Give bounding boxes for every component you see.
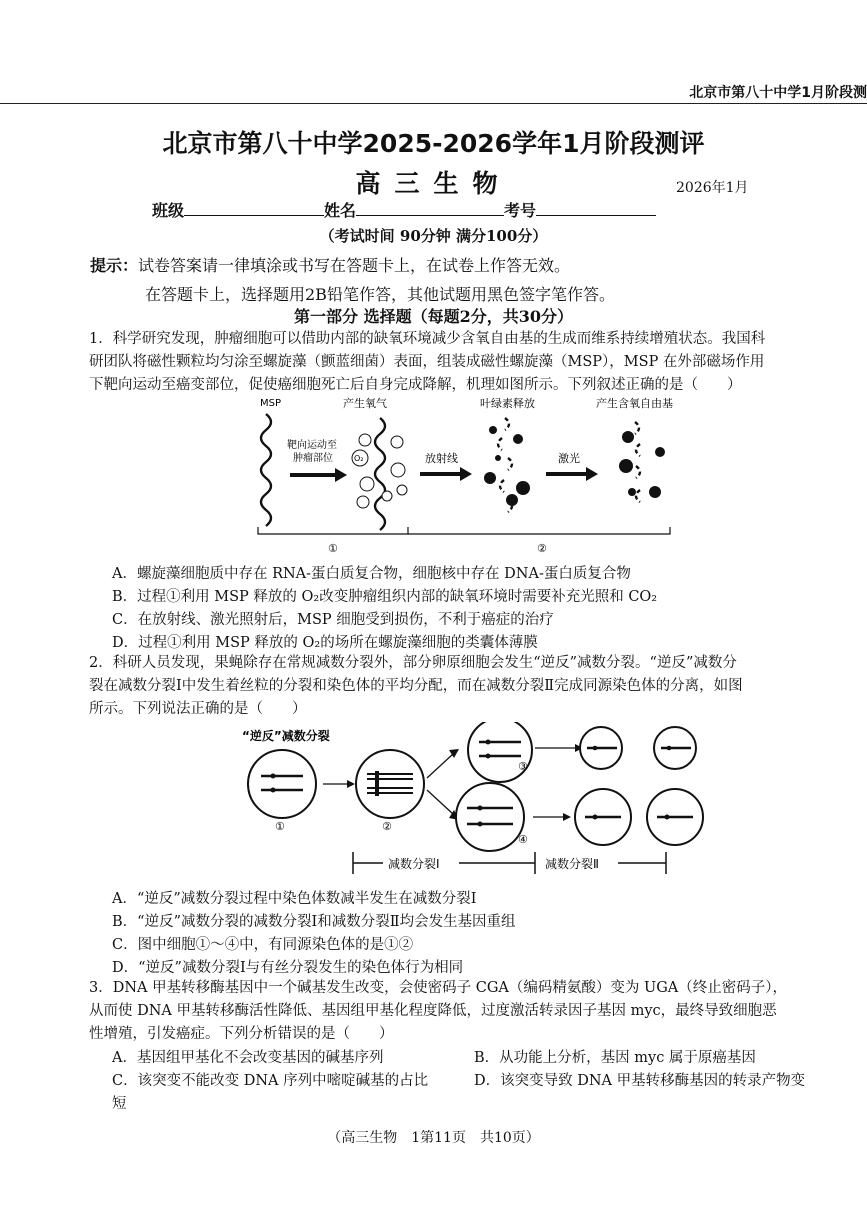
- arrow3-label: 激光: [558, 452, 580, 465]
- cell-4-label: ④: [518, 833, 528, 846]
- target-arrow: [290, 468, 347, 482]
- q2-stem-line: 2．科研人员发现，果蝇除存在常规减数分裂外，部分卵原细胞会发生“逆反”减数分裂。“逆反”减数分: [89, 655, 737, 671]
- exam-time: （考试时间 90分钟 满分100分）: [319, 227, 548, 245]
- o2-text: O₂: [354, 454, 364, 463]
- meiosis1-label: 减数分裂Ⅰ: [388, 857, 440, 871]
- exam-no-blank[interactable]: [536, 201, 656, 216]
- q2-stem: [89, 652, 743, 721]
- q3-option-a[interactable]: A．基因组甲基化不会改变基因的碱基序列: [112, 1050, 384, 1066]
- tip-text-1: 试卷答案请一律填涂或书写在答题卡上，在试卷上作答无效。: [138, 256, 571, 275]
- cell-2: [356, 750, 424, 818]
- q1-stem-line: 研团队将磁性颗粒均匀涂至螺旋藻（颤蓝细菌）表面，组装成磁性螺旋藻（MSP），MSP 在外部磁场作用: [89, 354, 765, 370]
- cell-2-label: ②: [382, 820, 392, 833]
- cell-3-label: ③: [518, 760, 528, 773]
- cell-1: [248, 750, 316, 818]
- q1-option-d[interactable]: D．过程①利用 MSP 释放的 O₂的场所在螺旋藻细胞的类囊体薄膜: [112, 635, 538, 651]
- radical-dots: [619, 431, 665, 498]
- q3-option-d[interactable]: D．该突变导致 DNA 甲基转移酶基因的转录产物变: [474, 1073, 806, 1089]
- tip-line-1: [90, 253, 570, 276]
- q1-stem: [89, 328, 765, 397]
- q2-option-d[interactable]: D．“逆反”减数分裂Ⅰ与有丝分裂发生的染色体行为相同: [112, 960, 464, 976]
- cell-1-label: ①: [275, 820, 285, 833]
- laser-arrow: [546, 467, 598, 481]
- q2-stem-line: 所示。下列说法正确的是（ ）: [89, 701, 307, 717]
- q1-option-b[interactable]: B．过程①利用 MSP 释放的 O₂改变肿瘤组织内部的缺氧环境时需要补充光照和 CO₂: [112, 589, 658, 605]
- meiosis-caption: “逆反”减数分裂: [242, 729, 330, 743]
- subject-title: 高三生物: [355, 169, 512, 198]
- q2-option-c[interactable]: C．图中细胞①～④中，有同源染色体的是①②: [112, 937, 414, 953]
- tip-line-2: 在答题卡上，选择题用2B铅笔作答，其他试题用黑色签字笔作答。: [145, 285, 615, 304]
- name-blank[interactable]: [356, 201, 504, 216]
- msp-spiral: [261, 414, 271, 526]
- oxygen-label: 产生氧气: [343, 397, 387, 410]
- page-footer: （高三生物 1第11页 共10页）: [327, 1130, 540, 1146]
- chlorophyll-label: 叶绿素释放: [480, 397, 535, 410]
- tip-label: 提示：: [90, 256, 139, 275]
- q3-stem-line: 3．DNA 甲基转移酶基因中一个碱基发生改变，会使密码子 CGA（编码精氨酸）变为 UGA（终止密码子），: [89, 980, 788, 996]
- radiation-arrow: [420, 467, 472, 481]
- name-label: 姓名: [324, 201, 357, 220]
- q2-meiosis-figure: [235, 722, 705, 884]
- q3-stem-line: 从而使 DNA 甲基转移酶活性降低、基因组甲基化程度降低，过度激活转录因子基因 myc，最终导致细胞恶: [89, 1003, 777, 1019]
- part1-heading: 第一部分 选择题（每题2分，共30分）: [294, 307, 573, 326]
- stage2-bracket: [408, 527, 670, 534]
- msp-spiral-tumor: [375, 418, 385, 530]
- q2-option-b[interactable]: B．“逆反”减数分裂的减数分裂Ⅰ和减数分裂Ⅱ均会发生基因重组: [112, 914, 516, 930]
- q3-stem-line: 性增殖，引发癌症。下列分析错误的是（ ）: [89, 1026, 394, 1042]
- student-info-row: [152, 198, 656, 221]
- class-label: 班级: [152, 201, 185, 220]
- q2-option-a[interactable]: A．“逆反”减数分裂过程中染色体数减半发生在减数分裂Ⅰ: [112, 891, 477, 907]
- header-rule: [0, 103, 867, 104]
- radicals-label: 产生含氧自由基: [596, 397, 673, 410]
- arrow1-label-top: 靶向运动至: [287, 440, 337, 451]
- cell-4: [456, 783, 524, 851]
- q3-stem: [89, 977, 787, 1046]
- q2-stem-line: 裂在减数分裂Ⅰ中发生着丝粒的分裂和染色体的平均分配，而在减数分裂Ⅱ完成同源染色体的分离，如图: [89, 678, 743, 694]
- q1-msp-figure: [240, 392, 680, 557]
- cell-3: [468, 722, 532, 782]
- meiosis2-label: 减数分裂Ⅱ: [545, 857, 599, 871]
- exam-title: 北京市第八十中学2025-2026学年1月阶段测评: [162, 129, 705, 158]
- q1-stem-line: 下靶向运动至癌变部位，促使癌细胞死亡后自身完成降解，机理如图所示。下列叙述正确的是（ ）: [89, 377, 742, 393]
- class-blank[interactable]: [184, 201, 324, 216]
- stage1-bracket: [258, 527, 408, 534]
- q3-option-d-continued: 短: [112, 1096, 127, 1112]
- arrow2-label: 放射线: [425, 452, 458, 465]
- degraded-spiral: [635, 422, 640, 502]
- q1-stem-line: 1．科学研究发现，肿瘤细胞可以借助内部的缺氧环境减少含氧自由基的生成而维系持续增殖状态。我国科: [89, 331, 766, 347]
- q1-option-c[interactable]: C．在放射线、激光照射后，MSP 细胞受到损伤，不利于癌症的治疗: [112, 612, 554, 628]
- chlorophyll-dots: [484, 426, 530, 506]
- msp-label: MSP: [260, 398, 282, 409]
- q3-option-b[interactable]: B．从功能上分析，基因 myc 属于原癌基因: [474, 1050, 756, 1066]
- exam-no-label: 考号: [504, 201, 537, 220]
- arrow1-label-bottom: 肿瘤部位: [293, 453, 333, 464]
- q3-option-c[interactable]: C．该突变不能改变 DNA 序列中嘧啶碱基的占比: [112, 1073, 429, 1089]
- exam-date: 2026年1月: [676, 180, 749, 196]
- q1-option-a[interactable]: A．螺旋藻细胞质中存在 RNA-蛋白质复合物，细胞核中存在 DNA-蛋白质复合物: [112, 566, 631, 582]
- running-header: 北京市第八十中学1月阶段测: [689, 85, 867, 101]
- stage1-label: ①: [328, 542, 338, 555]
- stage2-label: ②: [537, 542, 547, 555]
